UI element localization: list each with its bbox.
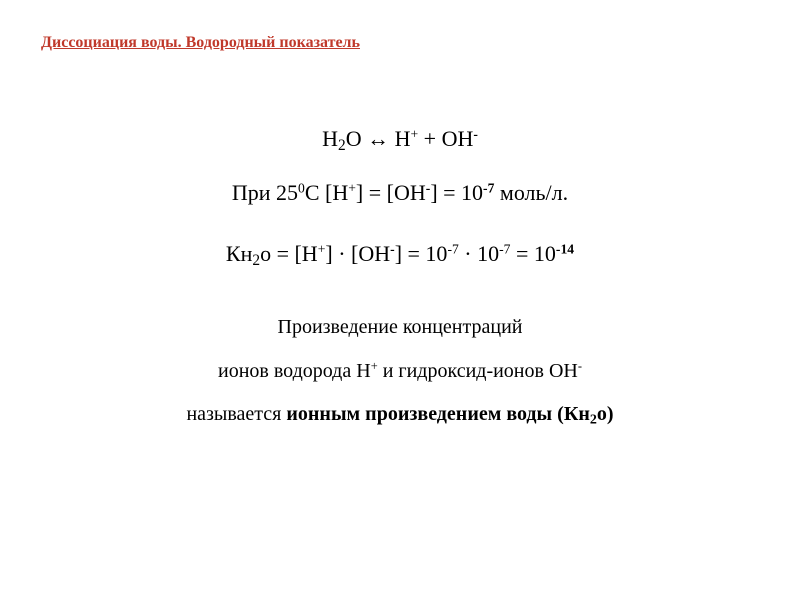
eq1-sub-2: 2 bbox=[337, 136, 346, 154]
eq2-unit: моль/л. bbox=[494, 180, 569, 205]
desc3-text-a: называется bbox=[186, 403, 287, 425]
eq3-o-h: о = [H bbox=[260, 241, 318, 266]
eq3-k: Кн bbox=[225, 241, 253, 266]
eq2-sup-plus: + bbox=[348, 180, 356, 196]
desc3-sub-2: 2 bbox=[589, 412, 597, 428]
eq3-ten-a: ] = 10 bbox=[394, 241, 448, 266]
eq3-sup-minus: - bbox=[390, 241, 395, 257]
water-dissociation-equation bbox=[0, 126, 800, 152]
desc3-end: о) bbox=[596, 403, 614, 425]
desc2-text-a: ионов водорода H bbox=[218, 360, 371, 382]
ion-concentration-equation bbox=[0, 180, 800, 206]
eq2-sup-minus: - bbox=[425, 180, 431, 196]
ionic-product-equation bbox=[0, 241, 800, 267]
slide-title-text: Диссоциация воды. Водородный показатель bbox=[41, 34, 360, 51]
eq2-sup-degree: 0 bbox=[298, 180, 305, 196]
eq3-ten-b: = 10 bbox=[510, 241, 556, 266]
eq3-sup-exp3: -14 bbox=[555, 241, 575, 257]
description-line-2 bbox=[0, 360, 800, 383]
desc3-bold: ионным произведением воды (Кн bbox=[286, 403, 590, 425]
eq3-dot-ten: · 10 bbox=[458, 241, 500, 266]
eq1-plus-oh: + OH bbox=[418, 126, 474, 151]
desc1-text: Произведение концентраций bbox=[277, 316, 523, 338]
desc2-text-b: и гидроксид-ионов OH bbox=[377, 360, 578, 382]
desc2-sup-plus: + bbox=[370, 359, 378, 374]
eq1-h: H bbox=[322, 126, 338, 151]
eq3-sup-exp1: -7 bbox=[447, 241, 459, 257]
eq2-ten: ] = 10 bbox=[430, 180, 484, 205]
eq1-o-arrow-h: O ↔ H bbox=[345, 126, 411, 151]
ionic-product-term bbox=[286, 403, 614, 428]
eq2-pri: При 25 bbox=[231, 180, 299, 205]
eq2-oh: ] = [OH bbox=[355, 180, 426, 205]
description-line-1 bbox=[0, 316, 800, 339]
eq2-sup-exp: -7 bbox=[483, 180, 495, 196]
slide-title bbox=[41, 34, 360, 52]
description-line-3 bbox=[0, 403, 800, 426]
eq3-sub-2: 2 bbox=[252, 251, 261, 269]
eq1-sup-minus: - bbox=[473, 126, 478, 142]
eq1-sup-plus: + bbox=[410, 126, 419, 142]
desc2-sup-minus: - bbox=[577, 359, 582, 374]
eq2-c-h: С [H bbox=[304, 180, 349, 205]
eq3-dot-oh: ] · [OH bbox=[325, 241, 391, 266]
eq3-sup-exp2: -7 bbox=[499, 241, 511, 257]
eq3-sup-plus: + bbox=[317, 241, 326, 257]
